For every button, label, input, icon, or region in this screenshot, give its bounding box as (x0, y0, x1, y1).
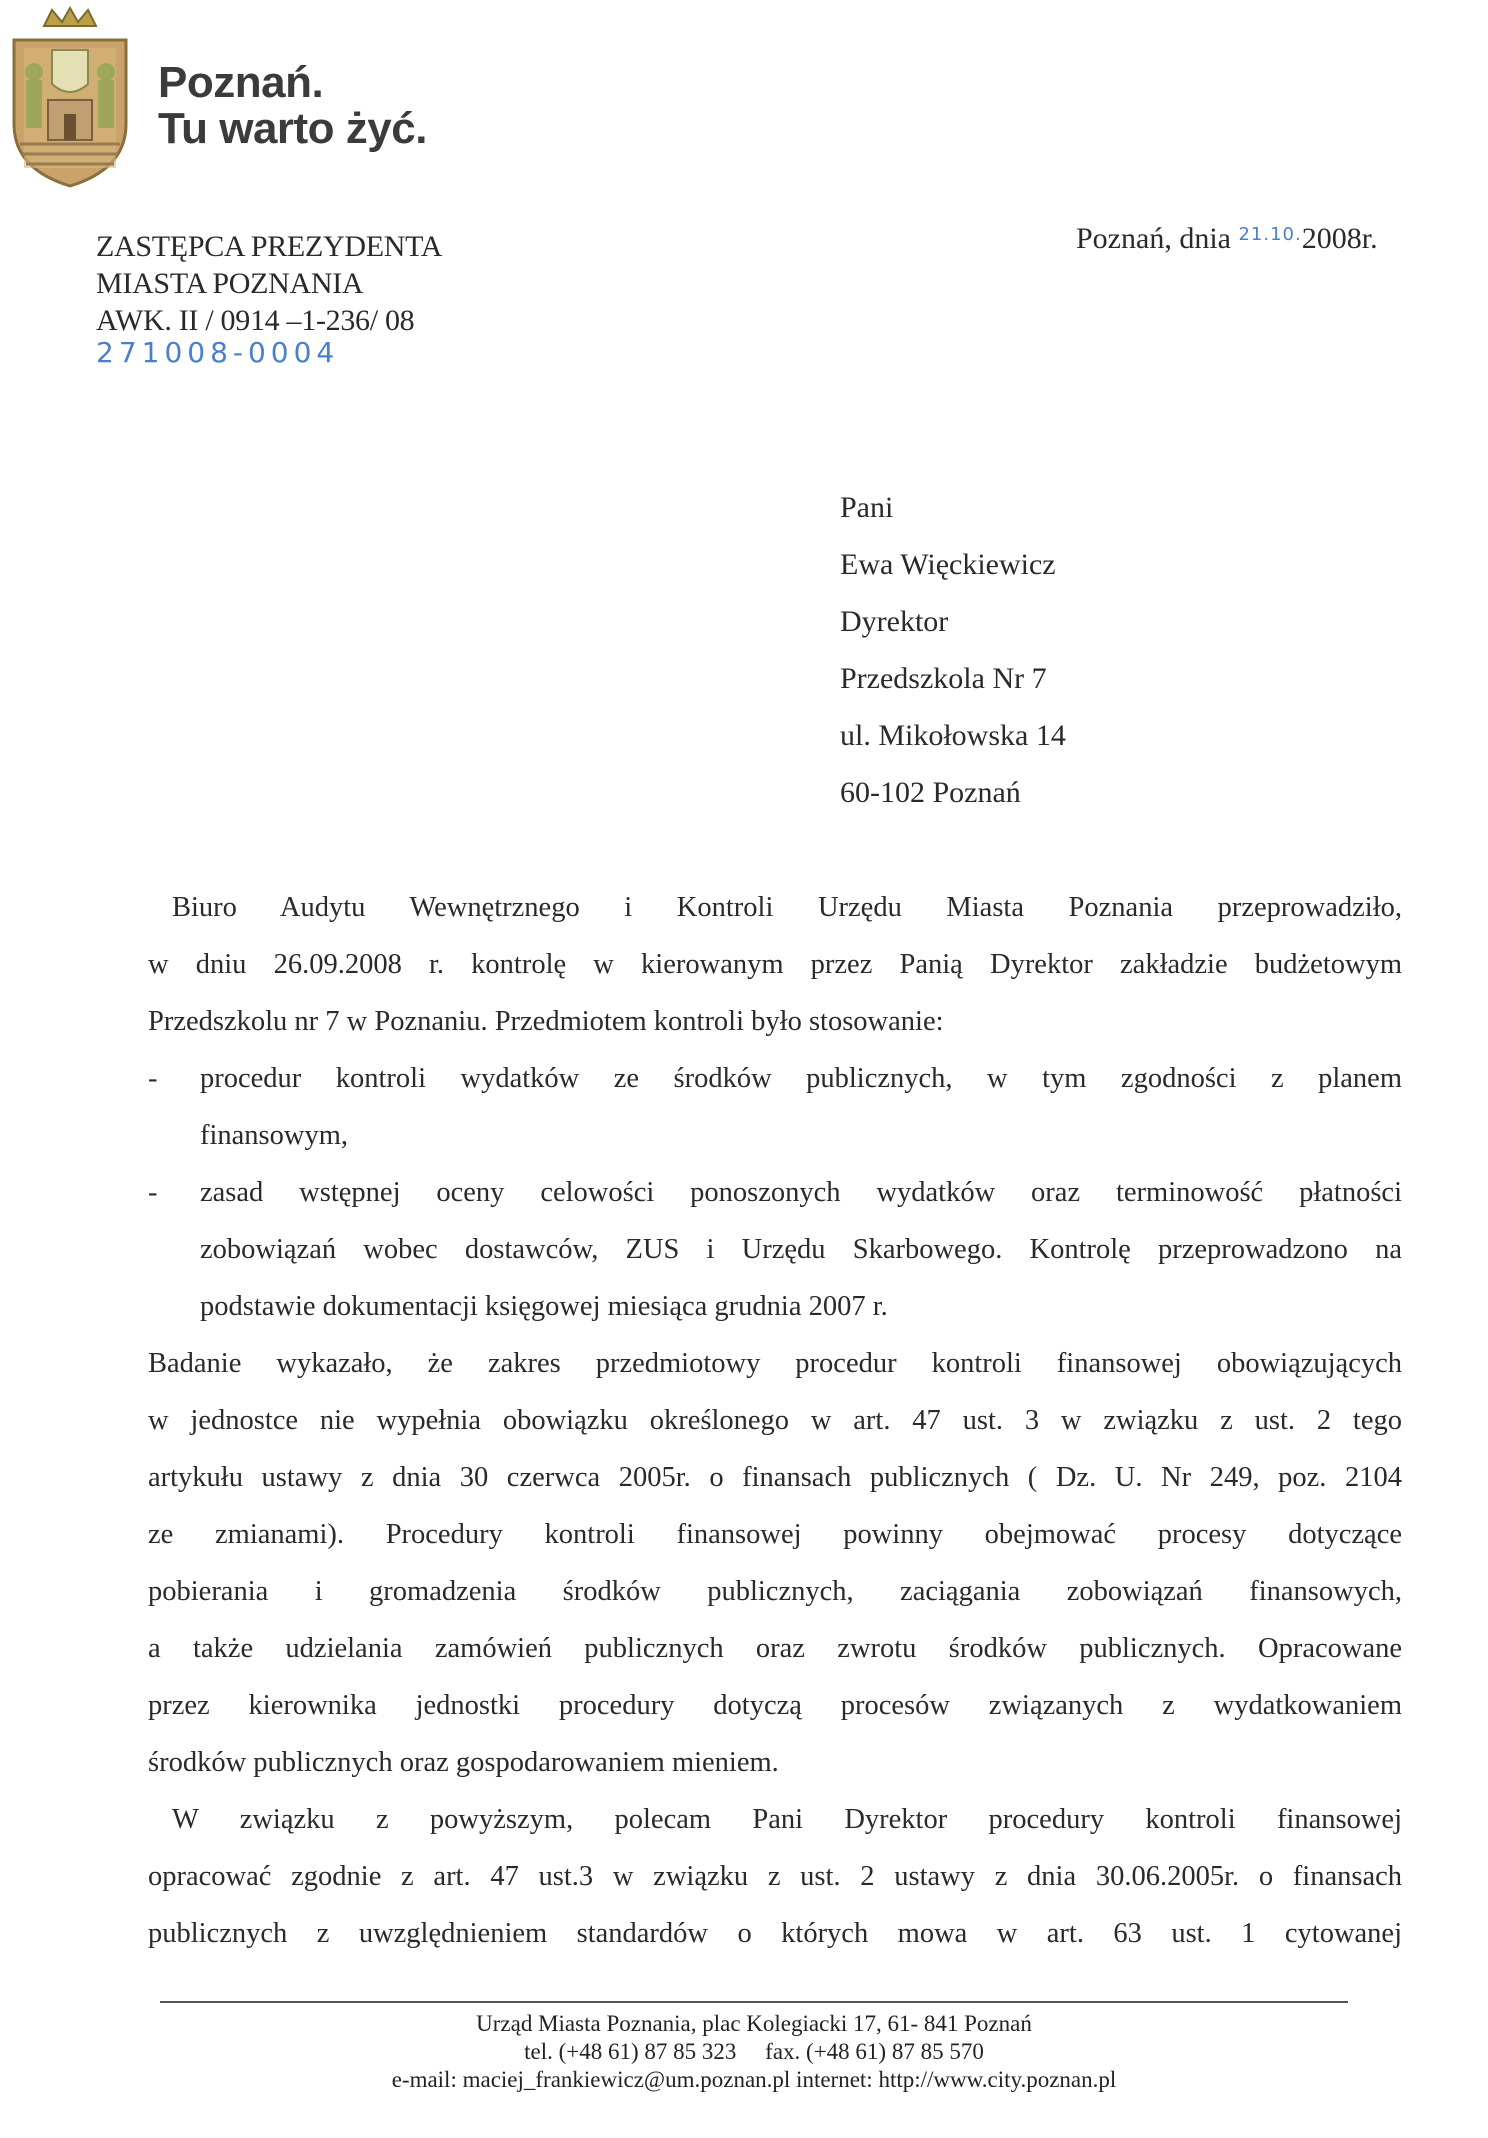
logo-line-2: Tu warto żyć. (158, 104, 427, 153)
bullet-marker: - (148, 1177, 158, 1208)
date-year: 2008r. (1301, 222, 1378, 255)
recipient-name: Ewa Więckiewicz (840, 548, 1056, 581)
body-line: w jednostce nie wypełnia obowiązku określonego w art. 47 ust. 3 w związku z ust. 2 tego (148, 1405, 1402, 1436)
body-line: Biuro Audytu Wewnętrznego i Kontroli Urzędu Miasta Poznania przeprowadziło, (172, 892, 1402, 923)
body-line: ze zmianami). Procedury kontroli finansowej powinny obejmować procesy dotyczące (148, 1519, 1402, 1550)
recipient-institution: Przedszkola Nr 7 (840, 662, 1047, 695)
body-line: w dniu 26.09.2008 r. kontrolę w kierowanym przez Panią Dyrektor zakładzie budżetowym (148, 949, 1402, 980)
recipient-street: ul. Mikołowska 14 (840, 719, 1066, 752)
bullet-line: zasad wstępnej oceny celowości ponoszonych wydatków oraz terminowość płatności (200, 1177, 1402, 1208)
bullet-line: zobowiązań wobec dostawców, ZUS i Urzędu Skarbowego. Kontrolę przeprowadzono na (200, 1234, 1402, 1265)
reference-number: AWK. II / 0914 –1-236/ 08 (96, 304, 415, 337)
footer-contact: e-mail: maciej_frankiewicz@um.poznan.pl internet: http://www.city.poznan.pl (391, 2067, 1117, 2092)
footer-divider (160, 2001, 1348, 2003)
bullet-marker: - (148, 1063, 158, 1094)
body-line: opracować zgodnie z art. 47 ust.3 w związku z ust. 2 ustawy z dnia 30.06.2005r. o finansach (148, 1861, 1402, 1892)
date-prefix: Poznań, dnia (1076, 222, 1239, 255)
body-line: Badanie wykazało, że zakres przedmiotowy procedur kontroli finansowej obowiązujących (148, 1348, 1402, 1379)
logo-line-1: Poznań. (158, 58, 324, 107)
letter-date (1076, 222, 1378, 256)
body-line: artykułu ustawy z dnia 30 czerwca 2005r. o finansach publicznych ( Dz. U. Nr 249, poz. 2104 (148, 1462, 1402, 1493)
body-line: pobierania i gromadzenia środków publicznych, zaciągania zobowiązań finansowych, (148, 1576, 1402, 1607)
handwritten-registration-number: 271008-0004 (96, 336, 340, 369)
coat-of-arms-icon (4, 4, 136, 188)
footer-phone-fax: tel. (+48 61) 87 85 323 fax. (+48 61) 87 85 570 (524, 2039, 984, 2064)
recipient-city: 60-102 Poznań (840, 776, 1021, 809)
recipient-position: Dyrektor (840, 605, 949, 638)
recipient-salutation: Pani (840, 491, 894, 524)
body-line: publicznych z uwzględnieniem standardów o których mowa w art. 63 ust. 1 cytowanej (148, 1918, 1402, 1949)
sender-city: MIASTA POZNANIA (96, 267, 364, 300)
body-line: środków publicznych oraz gospodarowaniem mieniem. (148, 1747, 779, 1778)
body-line: W związku z powyższym, polecam Pani Dyrektor procedury kontroli finansowej (172, 1804, 1402, 1835)
footer-address: Urząd Miasta Poznania, plac Kolegiacki 17, 61- 841 Poznań (476, 2011, 1032, 2036)
body-line: a także udzielania zamówień publicznych oraz zwrotu środków publicznych. Opracowane (148, 1633, 1402, 1664)
body-line: Przedszkolu nr 7 w Poznaniu. Przedmiotem kontroli było stosowanie: (148, 1006, 944, 1037)
bullet-line: finansowym, (200, 1120, 349, 1151)
bullet-line: podstawie dokumentacji księgowej miesiąca grudnia 2007 r. (200, 1291, 888, 1322)
sender-title: ZASTĘPCA PREZYDENTA (96, 230, 443, 263)
body-line: przez kierownika jednostki procedury dotyczą procesów związanych z wydatkowaniem (148, 1690, 1402, 1721)
bullet-line: procedur kontroli wydatków ze środków publicznych, w tym zgodności z planem (200, 1063, 1402, 1094)
handwritten-date: 21.10. (1238, 224, 1302, 245)
